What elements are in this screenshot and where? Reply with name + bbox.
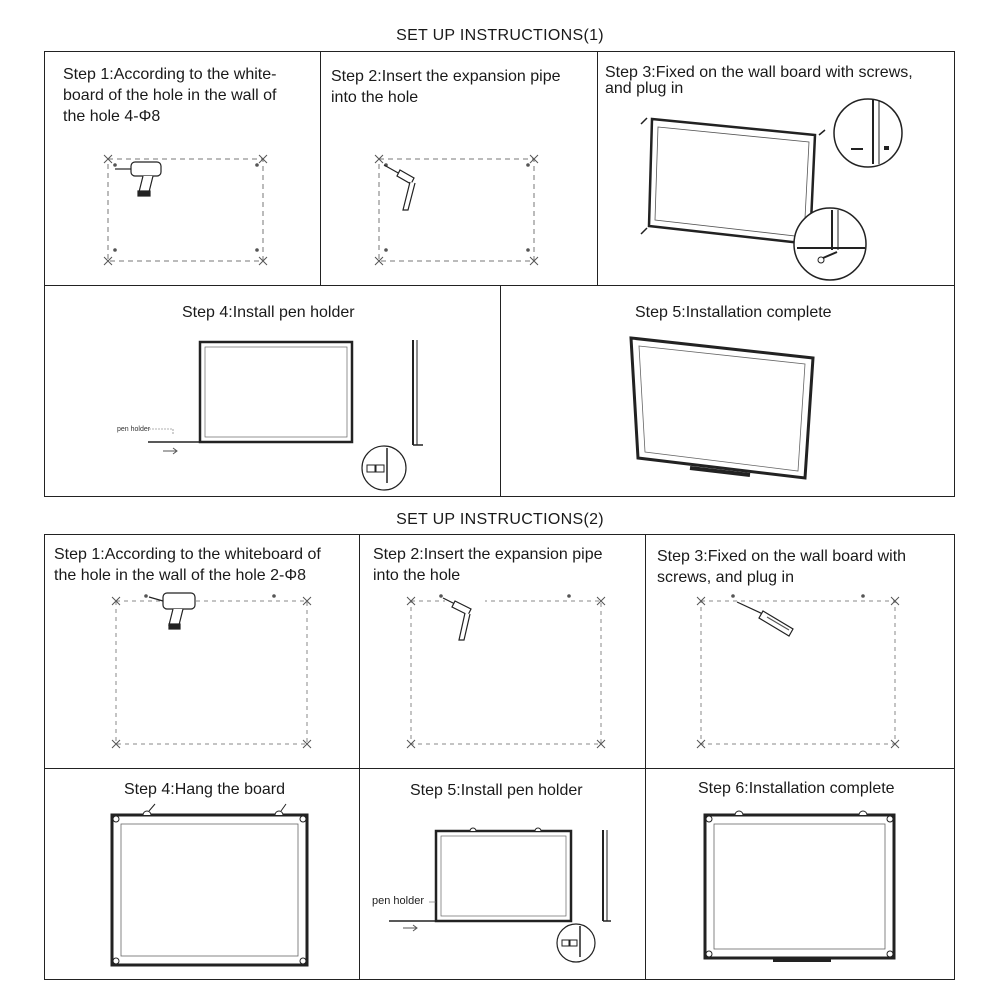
s2-step2-panel [359, 535, 645, 768]
s1-step3-caption: Step 3:Fixed on the wall board with screws, and plug in [605, 64, 913, 97]
section2-title: SET UP INSTRUCTIONS(2) [396, 511, 604, 528]
whiteboard-icon [200, 342, 352, 442]
s1-step5-figure [500, 285, 954, 496]
s1-step2-figure [320, 52, 597, 285]
whiteboard-icon [112, 804, 307, 965]
s1-step4-panel [45, 285, 500, 496]
whiteboard-icon [631, 338, 813, 478]
drill-icon [115, 162, 161, 196]
screwdriver-icon [737, 602, 793, 636]
s1-step1-figure [45, 52, 320, 285]
s2-step6-panel [645, 768, 954, 979]
magnifier-icon [794, 208, 866, 280]
s2-step3-panel [645, 535, 954, 768]
s2-step2-caption: Step 2:Insert the expansion pipe into the hole [373, 546, 603, 584]
s2-step6-figure [645, 768, 954, 979]
s2-step1-panel [45, 535, 359, 768]
s1-step1-panel [45, 52, 320, 285]
s1-step2-panel [320, 52, 597, 285]
s2-step5-figure [359, 768, 645, 979]
s1-step4-caption: Step 4:Install pen holder [182, 304, 355, 321]
s2-step5-caption: Step 5:Install pen holder [410, 782, 583, 799]
s2-step3-figure [645, 535, 954, 768]
s2-step4-figure [45, 768, 359, 979]
drill-icon [149, 593, 195, 629]
s1-pen-holder-label: pen holder [117, 426, 151, 433]
s2-step6-caption: Step 6:Installation complete [698, 780, 895, 797]
s1-step3-panel [597, 52, 954, 285]
whiteboard-icon [705, 811, 894, 962]
whiteboard-icon [436, 828, 571, 921]
s1-step5-caption: Step 5:Installation complete [635, 304, 832, 321]
s2-step1-figure [45, 535, 359, 768]
hammer-icon [384, 165, 415, 210]
s2-pen-holder-label: pen holder [372, 895, 424, 907]
section1-title: SET UP INSTRUCTIONS(1) [396, 27, 604, 44]
s2-step4-caption: Step 4:Hang the board [124, 781, 286, 798]
s1-step5-panel [500, 285, 954, 496]
s1-step3-figure [597, 52, 954, 285]
s2-step2-figure [359, 535, 645, 768]
s2-step5-panel [359, 768, 645, 979]
whiteboard-icon [641, 118, 825, 244]
s1-step4-figure [45, 285, 500, 496]
s1-step1-caption: Step 1:According to the white- board of the hole in the wall of the hole 4-Φ8 [63, 66, 277, 125]
section2-grid [44, 534, 955, 980]
s2-step3-caption: Step 3:Fixed on the wall board with screws, and plug in [657, 548, 907, 586]
magnifier-icon [834, 99, 902, 167]
section1-grid [44, 51, 955, 497]
magnifier-icon [557, 924, 595, 962]
s2-step1-caption: Step 1:According to the whiteboard of the hole in the wall of the hole 2-Φ8 [54, 546, 321, 584]
s1-step2-caption: Step 2:Insert the expansion pipe into the hole [331, 68, 561, 106]
s2-step4-panel [45, 768, 359, 979]
magnifier-icon [362, 446, 406, 490]
